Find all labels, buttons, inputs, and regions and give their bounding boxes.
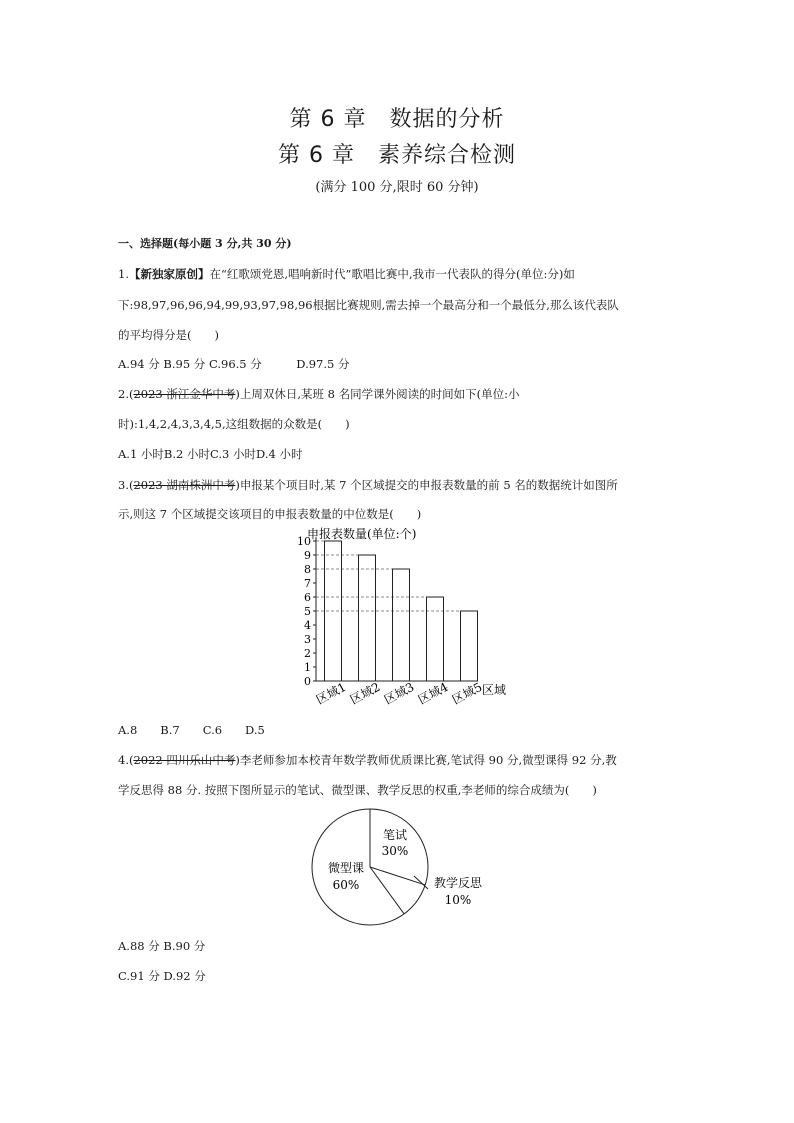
chart-y-tick-label: 4	[304, 619, 311, 632]
chart-bar	[427, 597, 444, 681]
q2-source: 2023 浙江金华中考	[133, 387, 236, 401]
exam-info: (满分 100 分,限时 60 分钟)	[315, 180, 479, 195]
test-title: 第 6 章 素养综合检测	[278, 143, 516, 168]
q4-text-1: )李老师参加本校青年数学教师优质课比赛,笔试得 90 分,微型课得 92 分,教	[235, 753, 617, 767]
chart-y-tick-label: 8	[304, 563, 311, 576]
chart-y-tick-label: 0	[304, 675, 311, 688]
q3-source: 2023 湖南株洲中考	[133, 478, 236, 492]
q2-line1	[118, 386, 520, 402]
pie-slice-boundary	[370, 867, 425, 885]
pie-pct-written: 30%	[381, 844, 409, 858]
chart-y-tick-label: 3	[304, 633, 311, 646]
q1-text-1: 在“红歌颂党恩,唱响新时代”歌唱比赛中,我市一代表队的得分(单位:分)如	[209, 267, 575, 281]
q1-line2: 下:98,97,96,96,94,99,93,97,98,96根据比赛规则,需去掉一个最高分和一个最低分,那么该代表队	[118, 298, 619, 312]
chart-bar	[461, 611, 478, 681]
q2-line2: 时):1,4,2,4,3,3,4,5,这组数据的众数是( )	[118, 417, 350, 431]
pie-chart	[310, 805, 510, 935]
chart-y-tick-label: 10	[297, 535, 311, 548]
q1-number: 1.	[118, 267, 129, 281]
q3-prefix: 3.(	[118, 478, 134, 492]
q4-prefix: 4.(	[118, 753, 134, 767]
chart-y-label: 申报表数量(单位:个)	[307, 527, 417, 541]
q2-options: A.1 小时B.2 小时C.3 小时D.4 小时	[118, 447, 303, 461]
q3-options: A.8 B.7 C.6 D.5	[118, 723, 265, 737]
q4-options-2: C.91 分 D.92 分	[118, 969, 206, 983]
q2-prefix: 2.(	[118, 387, 134, 401]
chart-x-tick-label: 区域5	[449, 679, 485, 708]
pie-pct-reflection: 10%	[444, 893, 472, 907]
q3-text-1: )申报某个项目时,某 7 个区域提交的申报表数量的前 5 名的数据统计如图所	[235, 478, 618, 492]
q4-line1	[118, 752, 617, 768]
chart-x-tick-label: 区域3	[381, 679, 417, 708]
pie-pct-micro: 60%	[332, 878, 360, 892]
pie-label-reflection: 教学反思	[433, 876, 483, 890]
bar-chart	[282, 524, 522, 734]
pie-label-micro: 微型课	[327, 861, 365, 875]
chapter-title: 第 6 章 数据的分析	[289, 107, 505, 132]
q4-options-1: A.88 分 B.90 分	[118, 939, 206, 953]
chart-x-tick-label: 区域4	[415, 679, 451, 708]
chart-y-tick-label: 6	[304, 591, 311, 604]
chart-x-label: 区域	[482, 683, 507, 697]
q1-tag: 【新独家原创】	[128, 267, 210, 281]
q3-line1	[118, 477, 618, 493]
chart-x-tick-label: 区域1	[313, 679, 349, 708]
chart-x-tick-label: 区域2	[347, 679, 383, 708]
chart-y-tick-label: 5	[304, 605, 311, 618]
chart-y-tick-label: 2	[304, 647, 311, 660]
q1-options: A.94 分 B.95 分 C.96.5 分 D.97.5 分	[118, 357, 350, 371]
chart-y-tick-label: 7	[304, 577, 311, 590]
q4-line2: 学反思得 88 分. 按照下图所显示的笔试、微型课、教学反思的权重,李老师的综合成绩为( )	[118, 783, 597, 797]
chart-bar	[393, 569, 410, 681]
q4-source: 2022 四川乐山中考	[133, 753, 236, 767]
section-heading: 一、选择题(每小题 3 分,共 30 分)	[118, 237, 292, 250]
pie-slice-boundary	[370, 867, 404, 914]
pie-label-written: 笔试	[382, 828, 408, 842]
chart-bar	[359, 555, 376, 681]
q1-line3: 的平均得分是( )	[118, 328, 219, 342]
chart-y-tick-label: 1	[304, 661, 311, 674]
q2-text-1: )上周双休日,某班 8 名同学课外阅读的时间如下(单位:小	[235, 387, 520, 401]
q1-line1	[118, 266, 575, 282]
q3-line2: 示,则这 7 个区域提交该项目的申报表数量的中位数是( )	[118, 507, 422, 521]
chart-y-tick-label: 9	[304, 549, 311, 562]
